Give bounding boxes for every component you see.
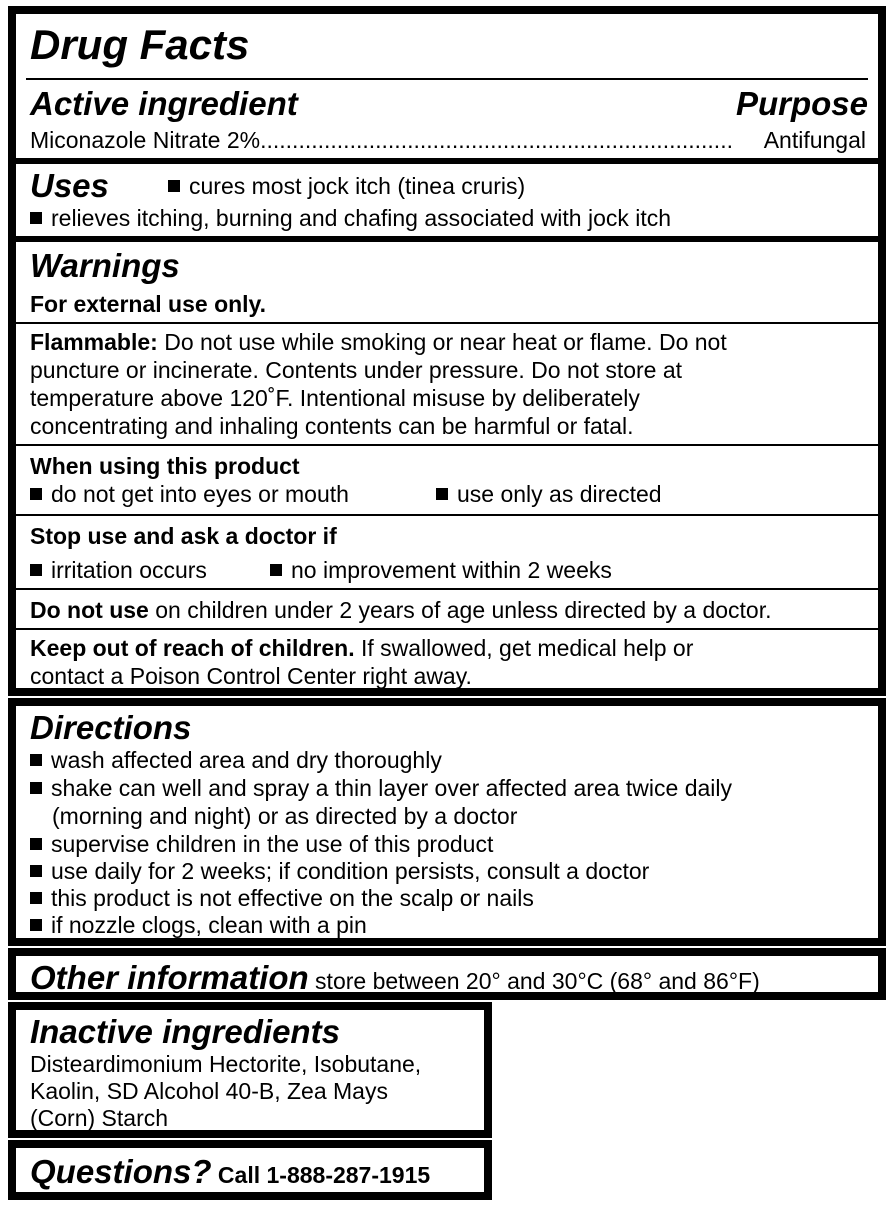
keep-out-text: If swallowed, get medical help or: [354, 635, 694, 661]
purpose-value: Antifungal: [763, 127, 866, 153]
uses-item: [168, 172, 525, 200]
bullet-icon: [30, 892, 42, 904]
directions-item: [30, 884, 534, 912]
leader-dots: ..........................................................................: [260, 127, 733, 153]
uses-item-text: relieves itching, burning and chafing associated with jock itch: [51, 205, 672, 231]
other-information-heading: Other information: [30, 959, 309, 996]
directions-heading: Directions: [30, 709, 192, 746]
active-ingredient-line: [30, 126, 880, 154]
stop-use-item-text: no improvement within 2 weeks: [291, 557, 612, 583]
bullet-icon: [436, 488, 448, 500]
inactive-ingredients-panel: [8, 1002, 492, 1138]
stop-use-heading: Stop use and ask a doctor if: [30, 523, 337, 549]
flammable-label: Flammable:: [30, 329, 158, 355]
bullet-icon: [30, 782, 42, 794]
keep-out-line: contact a Poison Control Center right away.: [30, 663, 472, 689]
other-information-panel: [8, 948, 886, 1000]
flammable-line: puncture or incinerate. Contents under pressure. Do not store at: [30, 357, 683, 383]
flammable-text: Do not use while smoking or near heat or flame. Do not: [157, 329, 727, 355]
bullet-icon: [30, 754, 42, 766]
bullet-icon: [270, 564, 282, 576]
when-using-item: [30, 480, 349, 508]
keep-out-label: Keep out of reach of children.: [30, 635, 355, 661]
flammable-line: temperature above 120˚F. Intentional misuse by deliberately: [30, 385, 640, 411]
inactive-ingredients-line: Disteardimonium Hectorite, Isobutane,: [30, 1051, 422, 1077]
section-divider: [16, 158, 878, 164]
directions-item-text: wash affected area and dry thoroughly: [51, 747, 442, 773]
questions-heading: Questions?: [30, 1153, 212, 1190]
other-information-line: [30, 958, 760, 998]
divider: [16, 444, 878, 446]
section-divider: [16, 236, 878, 242]
directions-item: [30, 774, 732, 802]
divider: [16, 322, 878, 324]
questions-phone: Call 1-888-287-1915: [211, 1162, 431, 1188]
warnings-heading: Warnings: [30, 247, 180, 284]
divider: [16, 588, 878, 590]
directions-item-text: this product is not effective on the scalp or nails: [51, 885, 534, 911]
do-not-use-text: on children under 2 years of age unless directed by a doctor.: [148, 597, 772, 623]
uses-item-text: cures most jock itch (tinea cruris): [189, 173, 526, 199]
when-using-item-text: use only as directed: [457, 481, 662, 507]
uses-item: [30, 204, 671, 232]
active-ingredient-heading: Active ingredient: [30, 85, 298, 122]
stop-use-item: [30, 556, 207, 584]
do-not-use-label: Do not use: [30, 597, 149, 623]
directions-item: [30, 857, 649, 885]
when-using-heading: When using this product: [30, 453, 300, 479]
directions-item-text: shake can well and spray a thin layer over affected area twice daily: [51, 775, 733, 801]
flammable-line: concentrating and inhaling contents can be harmful or fatal.: [30, 413, 634, 439]
stop-use-item: [270, 556, 612, 584]
bullet-icon: [30, 838, 42, 850]
do-not-use-line: [30, 596, 772, 624]
directions-panel: [8, 698, 886, 946]
divider: [26, 78, 868, 80]
uses-heading: Uses: [30, 167, 109, 204]
bullet-icon: [30, 488, 42, 500]
bullet-icon: [168, 180, 180, 192]
divider: [16, 514, 878, 516]
stop-use-item-text: irritation occurs: [51, 557, 207, 583]
keep-out-line: [30, 634, 693, 662]
directions-item: [30, 746, 442, 774]
external-use-text: For external use only.: [30, 291, 267, 317]
drug-facts-panel: [8, 6, 886, 696]
directions-item: [30, 830, 493, 858]
directions-item-continuation: (morning and night) or as directed by a doctor: [52, 803, 518, 829]
inactive-ingredients-line: Kaolin, SD Alcohol 40-B, Zea Mays: [30, 1078, 388, 1104]
bullet-icon: [30, 564, 42, 576]
divider: [16, 628, 878, 630]
inactive-ingredients-heading: Inactive ingredients: [30, 1013, 340, 1050]
directions-item-text: supervise children in the use of this product: [51, 831, 494, 857]
drug-facts-title: Drug Facts: [30, 21, 250, 68]
directions-item: [30, 911, 367, 939]
questions-line: [30, 1152, 430, 1192]
when-using-item: [436, 480, 662, 508]
when-using-item-text: do not get into eyes or mouth: [51, 481, 349, 507]
bullet-icon: [30, 212, 42, 224]
inactive-ingredients-line: (Corn) Starch: [30, 1105, 169, 1131]
other-information-text: store between 20° and 30°C (68° and 86°F): [308, 968, 760, 994]
directions-item-text: if nozzle clogs, clean with a pin: [51, 912, 367, 938]
questions-panel: [8, 1140, 492, 1200]
directions-item-text: use daily for 2 weeks; if condition persists, consult a doctor: [51, 858, 650, 884]
bullet-icon: [30, 919, 42, 931]
purpose-heading: Purpose: [735, 85, 868, 122]
ingredient-name: Miconazole Nitrate 2%: [30, 127, 261, 153]
flammable-line: [30, 328, 727, 356]
bullet-icon: [30, 865, 42, 877]
